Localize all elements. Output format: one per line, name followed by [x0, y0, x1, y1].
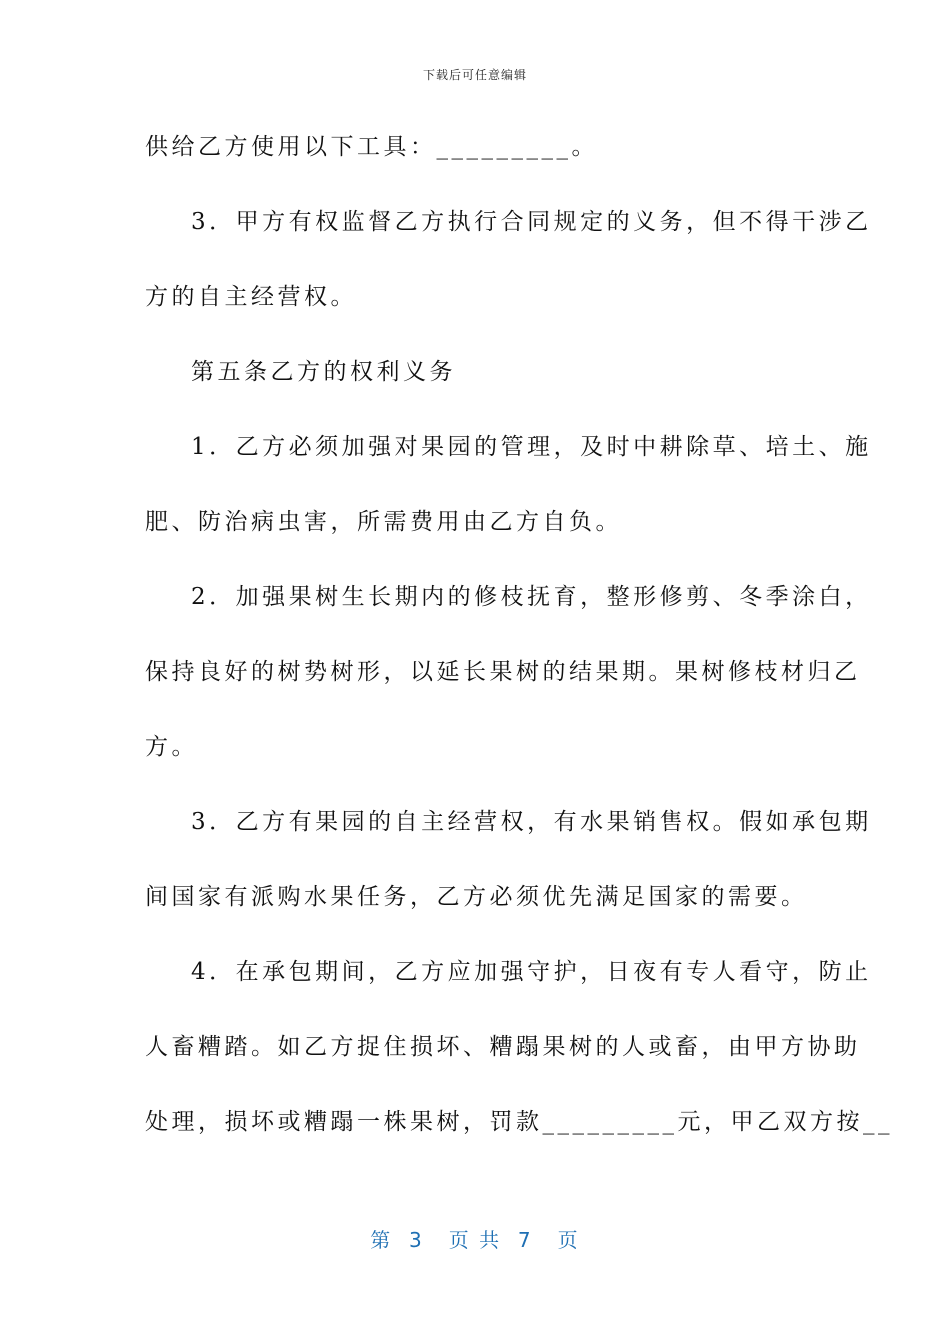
text-line: 1．乙方必须加强对果园的管理，及时中耕除草、培土、施 [191, 434, 872, 460]
text-line: 方的自主经营权。 [145, 284, 357, 310]
header-note: 下载后可任意编辑 [422, 68, 527, 82]
text-line: 人畜糟踏。如乙方捉住损坏、糟蹋果树的人或畜，由甲方协助 [145, 1034, 861, 1060]
page-number-footer [0, 1224, 950, 1253]
text-line: 3．甲方有权监督乙方执行合同规定的义务，但不得干涉乙 [191, 209, 872, 235]
text-line: 方。 [145, 734, 198, 760]
section-heading: 第五条乙方的权利义务 [191, 359, 456, 385]
text-line: 肥、防治病虫害，所需费用由乙方自负。 [145, 509, 622, 535]
text-line: 2．加强果树生长期内的修枝抚育，整形修剪、冬季涂白， [191, 584, 872, 610]
text-line: 保持良好的树势树形，以延长果树的结果期。果树修枝材归乙 [145, 659, 861, 685]
text-line: 处理，损坏或糟蹋一株果树，罚款_________元，甲乙双方按__ [145, 1109, 893, 1135]
document-body [145, 126, 893, 1176]
text-line: 4．在承包期间，乙方应加强守护，日夜有专人看守，防止 [191, 959, 872, 985]
text-line: 3．乙方有果园的自主经营权，有水果销售权。假如承包期 [191, 809, 872, 835]
page-number-label: 第 3 页 共 7 页 [370, 1228, 580, 1252]
text-line: 间国家有派购水果任务，乙方必须优先满足国家的需要。 [145, 884, 808, 910]
text-line: 供给乙方使用以下工具：_________。 [145, 134, 598, 160]
